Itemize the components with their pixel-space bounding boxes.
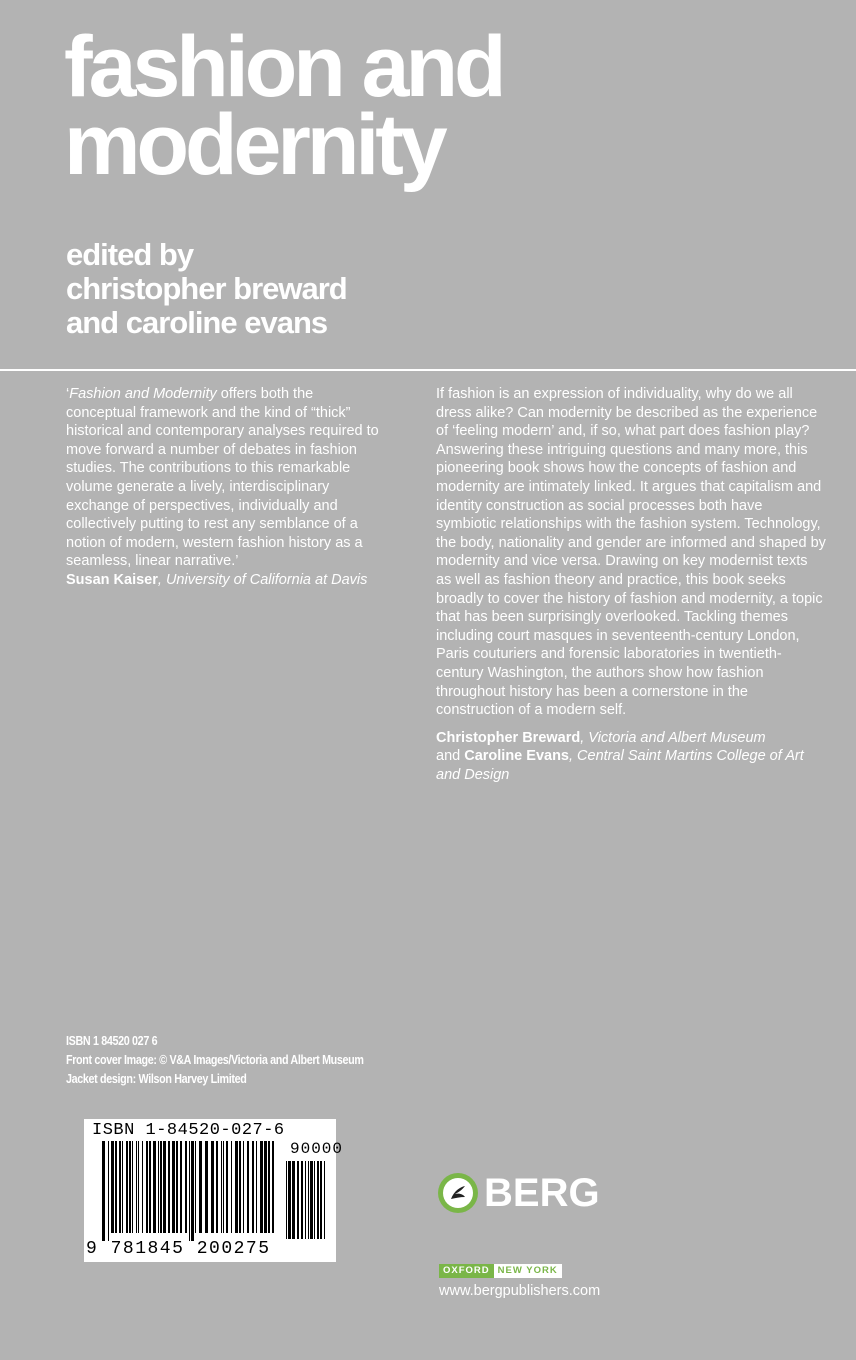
price-barcode-bar <box>310 1161 313 1239</box>
book-title <box>64 19 503 193</box>
barcode-bar <box>142 1141 143 1233</box>
barcode-bars <box>102 1141 280 1241</box>
jacket-design-credit: Jacket design: Wilson Harvey Limited <box>66 1072 247 1086</box>
barcode-bar <box>115 1141 117 1233</box>
price-barcode-bar <box>314 1161 315 1239</box>
publisher-url: www.bergpublishers.com <box>439 1283 601 1299</box>
editors-line-1: edited by <box>66 237 194 272</box>
location-new-york: NEW YORK <box>494 1264 562 1278</box>
barcode-bar <box>108 1141 109 1241</box>
barcode-bar <box>231 1141 232 1233</box>
book-description <box>436 385 826 784</box>
editors-line-2: christopher breward <box>66 271 347 306</box>
barcode-bar <box>163 1141 166 1233</box>
editor1-affiliation: , Victoria and Albert Museum <box>580 729 766 746</box>
barcode-bar <box>149 1141 151 1233</box>
price-barcode-bar <box>286 1161 287 1239</box>
barcode-bar <box>221 1141 222 1233</box>
barcode-bar <box>252 1141 254 1233</box>
barcode-bar <box>153 1141 156 1233</box>
price-barcode-bar <box>305 1161 306 1239</box>
barcode-bar <box>176 1141 178 1233</box>
barcode-bar <box>111 1141 114 1233</box>
barcode-bar <box>226 1141 228 1233</box>
barcode-bar <box>199 1141 202 1233</box>
barcode-bar <box>146 1141 148 1233</box>
barcode-price-code: 90000 <box>290 1140 344 1158</box>
barcode-bar <box>160 1141 162 1233</box>
front-cover-credit: Front cover Image: © V&A Images/Victoria and Albert Museum <box>66 1053 364 1067</box>
and-word: and <box>436 748 465 765</box>
publisher-name: BERG <box>484 1171 600 1215</box>
editors-heading <box>66 238 347 340</box>
barcode-bar <box>168 1141 170 1233</box>
barcode-bar <box>268 1141 270 1233</box>
publisher-logo <box>438 1173 600 1213</box>
berg-emblem-icon <box>438 1173 478 1213</box>
barcode-bar <box>180 1141 182 1233</box>
editors-line-3: and caroline evans <box>66 305 328 340</box>
price-barcode-bars <box>286 1161 330 1239</box>
editor2-name: Caroline Evans <box>464 748 569 765</box>
barcode-bar <box>191 1141 194 1241</box>
price-barcode-bar <box>320 1161 322 1239</box>
barcode-bar <box>122 1141 123 1233</box>
barcode-bar <box>264 1141 267 1233</box>
title-line-1: fashion and <box>64 19 503 115</box>
barcode-bar <box>102 1141 105 1241</box>
price-barcode-bar <box>308 1161 309 1239</box>
barcode-bar <box>136 1141 137 1233</box>
editor2-affiliation: , Central Saint Martins College of Art and Design <box>436 748 804 783</box>
price-barcode-bar <box>324 1161 325 1239</box>
editor1-name: Christopher Breward <box>436 729 581 746</box>
isbn-line: ISBN 1 84520 027 6 <box>66 1034 158 1048</box>
publication-info <box>66 1032 364 1089</box>
barcode-bar <box>239 1141 241 1233</box>
price-barcode-bar <box>297 1161 299 1239</box>
quote-body: offers both the conceptual framework and the kind of “thick” historical and contemporary analyses required to move forward a number of debates in fashion studies. The contributions to this remarkable volume generate a lively, interdisciplinary exchange of perspectives, individually and collectively putting to rest any semblance of a notion of modern, western fashion history as a seamless, linear narrative.’ <box>66 386 379 570</box>
barcode-bar <box>243 1141 244 1233</box>
barcode-bar <box>126 1141 128 1233</box>
price-barcode-bar <box>317 1161 319 1239</box>
barcode-bar <box>119 1141 121 1233</box>
location-oxford: OXFORD <box>439 1264 494 1278</box>
barcode-bar <box>216 1141 218 1233</box>
barcode-bar <box>185 1141 187 1233</box>
quote-open-mark: ‘ <box>66 386 70 402</box>
barcode-bar <box>189 1141 190 1241</box>
barcode-bar <box>272 1141 274 1233</box>
barcode-bar <box>132 1141 133 1233</box>
quote-affiliation: , University of California at Davis <box>157 571 368 588</box>
divider-line <box>0 369 856 371</box>
barcode-panel <box>84 1119 344 1262</box>
quote-book-title: Fashion and Modernity <box>69 386 217 402</box>
title-line-2: modernity <box>64 97 444 193</box>
barcode-bar <box>172 1141 175 1233</box>
barcode-bar <box>260 1141 263 1233</box>
barcode-bar <box>235 1141 238 1233</box>
price-barcode-bar <box>292 1161 295 1239</box>
barcode-isbn-text: ISBN 1-84520-027-6 <box>92 1121 285 1140</box>
publisher-locations <box>439 1264 562 1278</box>
barcode-bar <box>247 1141 249 1233</box>
editor-credits <box>436 729 826 785</box>
price-barcode-bar <box>301 1161 303 1239</box>
barcode-bar <box>195 1141 196 1233</box>
barcode-ean-digits: 9 781845 200275 <box>86 1239 271 1259</box>
barcode-bar <box>211 1141 214 1233</box>
price-barcode-bar <box>288 1161 291 1239</box>
quote-author: Susan Kaiser <box>66 571 158 588</box>
barcode-bar <box>138 1141 139 1233</box>
barcode-bar <box>205 1141 208 1233</box>
barcode-bar <box>256 1141 257 1233</box>
description-body: If fashion is an expression of individuality, why do we all dress alike? Can modernity be described as the experience of ‘feeling modern’ and, if so, what part does fashion play? Answering these intriguing questions and many more, this pioneering book shows how the concepts of fashion and modernity are intimately linked. It argues that capitalism and identity construction as social processes both have symbiotic relationships with the fashion system. Technology, the body, nationality and gender are informed and shaped by modernity and vice versa. Drawing on key modernist texts as well as fashion theory and practice, this book seeks broadly to cover the history of fashion and modernity, a topic that has been surprisingly overlooked. Tackling themes including court masques in seventeenth-century London, Paris couturiers and forensic laboratories in twentieth-century Washington, the authors show how fashion throughout history has been a cornerstone in the construction of a modern self. <box>436 386 826 719</box>
barcode-bar <box>223 1141 224 1233</box>
barcode-bar <box>129 1141 131 1233</box>
barcode-bar <box>158 1141 159 1233</box>
endorsement-quote <box>66 385 386 590</box>
